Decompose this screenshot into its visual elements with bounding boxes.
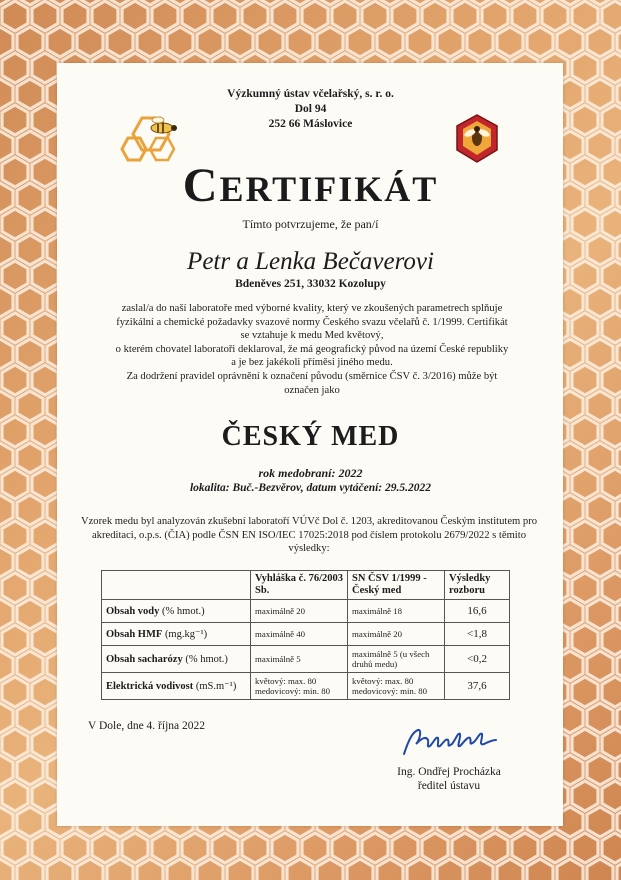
table-row [102,600,510,623]
confirmation-text: Tímto potvrzujeme, že pan/í [242,217,379,231]
signature [398,724,502,760]
institute-street: Dol 94 [294,103,327,115]
result-cell: <0,2 [445,646,510,673]
institute-name: Výzkumný ústav včelařský, s. r. o. [227,88,394,100]
header-parameter [102,571,251,600]
result-cell: <1,8 [445,623,510,646]
param-unit: (mS.m⁻¹) [193,681,237,692]
param-cell [102,646,251,673]
table-row [102,673,510,700]
results-table [101,570,510,700]
decree-cell: maximálně 40 [251,623,348,646]
param-unit: (% hmot.) [182,653,228,665]
signatory-role: ředitel ústavu [417,780,481,792]
body-paragraph-3: Za dodržení pravidel oprávnění k označení původu (směrnice ČSV č. 3/2016) může být označen jako [126,370,498,396]
param-cell [102,600,251,623]
body-paragraph-1: zaslal/a do naší laboratoře med výborné kvality, který ve zkoušených parametrech splňuje fyzikální a chemické požadavky svazové normy Českého svazu včelařů č. 1/1999. Certifikát se vztahuje k medu Med květový, [116,303,508,342]
standard-cell: maximálně 20 [348,623,445,646]
param-unit: (% hmot.) [159,605,205,617]
param-unit: (mg.kg⁻¹) [162,629,208,640]
sample-analysis-text: Vzorek medu byl analyzován zkušební laboratoří VÚVč Dol č. 1203, akreditovanou Českým institutem pro akreditaci, o.p.s. (ČIA) podle ČSN EN ISO/IEC 17025:2018 pod číslem protokolu 2679/2022 s těmito výsledky: [80,516,538,555]
param-name: Obsah vody [106,605,160,617]
header-decree: Vyhláška č. 76/2003 Sb. [251,571,348,600]
param-name: Obsah sacharózy [106,653,183,665]
signatory [360,765,538,793]
result-cell: 16,6 [445,600,510,623]
standard-cell: maximálně 5 (u všech druhů medu) [348,646,445,673]
signatory-name: Ing. Ondřej Procházka [397,766,501,778]
table-header-row [102,571,510,600]
recipient-address: Bdeněves 251, 33032 Kozolupy [235,278,386,290]
param-cell [102,673,251,700]
standard-cell: maximálně 18 [348,600,445,623]
certificate-body [112,302,512,397]
param-cell [102,623,251,646]
place-and-date: V Dole, dne 4. října 2022 [88,720,206,732]
result-cell: 37,6 [445,673,510,700]
decree-cell: květový: max. 80 medovicový: min. 80 [251,673,348,700]
institute-header [0,87,621,132]
param-name: Obsah HMF [106,629,163,640]
param-name: Elektrická vodivost [106,681,194,692]
decree-cell: maximálně 20 [251,600,348,623]
certificate-title: CERTIFIKÁT [182,159,439,212]
recipient-name: Petr a Lenka Bečaverovi [187,248,434,275]
header-standard: SN ČSV 1/1999 - Český med [348,571,445,600]
locality-line: lokalita: Buč.-Bezvěrov, datum vytáčení: 29.5.2022 [189,482,432,494]
table-row [102,646,510,673]
table-row [102,623,510,646]
harvest-year: rok medobraní: 2022 [258,466,363,480]
header-result: Výsledky rozboru [445,571,510,600]
body-paragraph-2: o kterém chovatel laboratoři deklaroval, že má geografický původ na území České republiky a je bez jakékoli příměsi jiného medu. [115,343,509,369]
standard-cell: květový: max. 80 medovicový: min. 80 [348,673,445,700]
decree-cell: maximálně 5 [251,646,348,673]
institute-city: 252 66 Máslovice [268,118,353,130]
product-label: ČESKÝ MED [221,421,400,452]
